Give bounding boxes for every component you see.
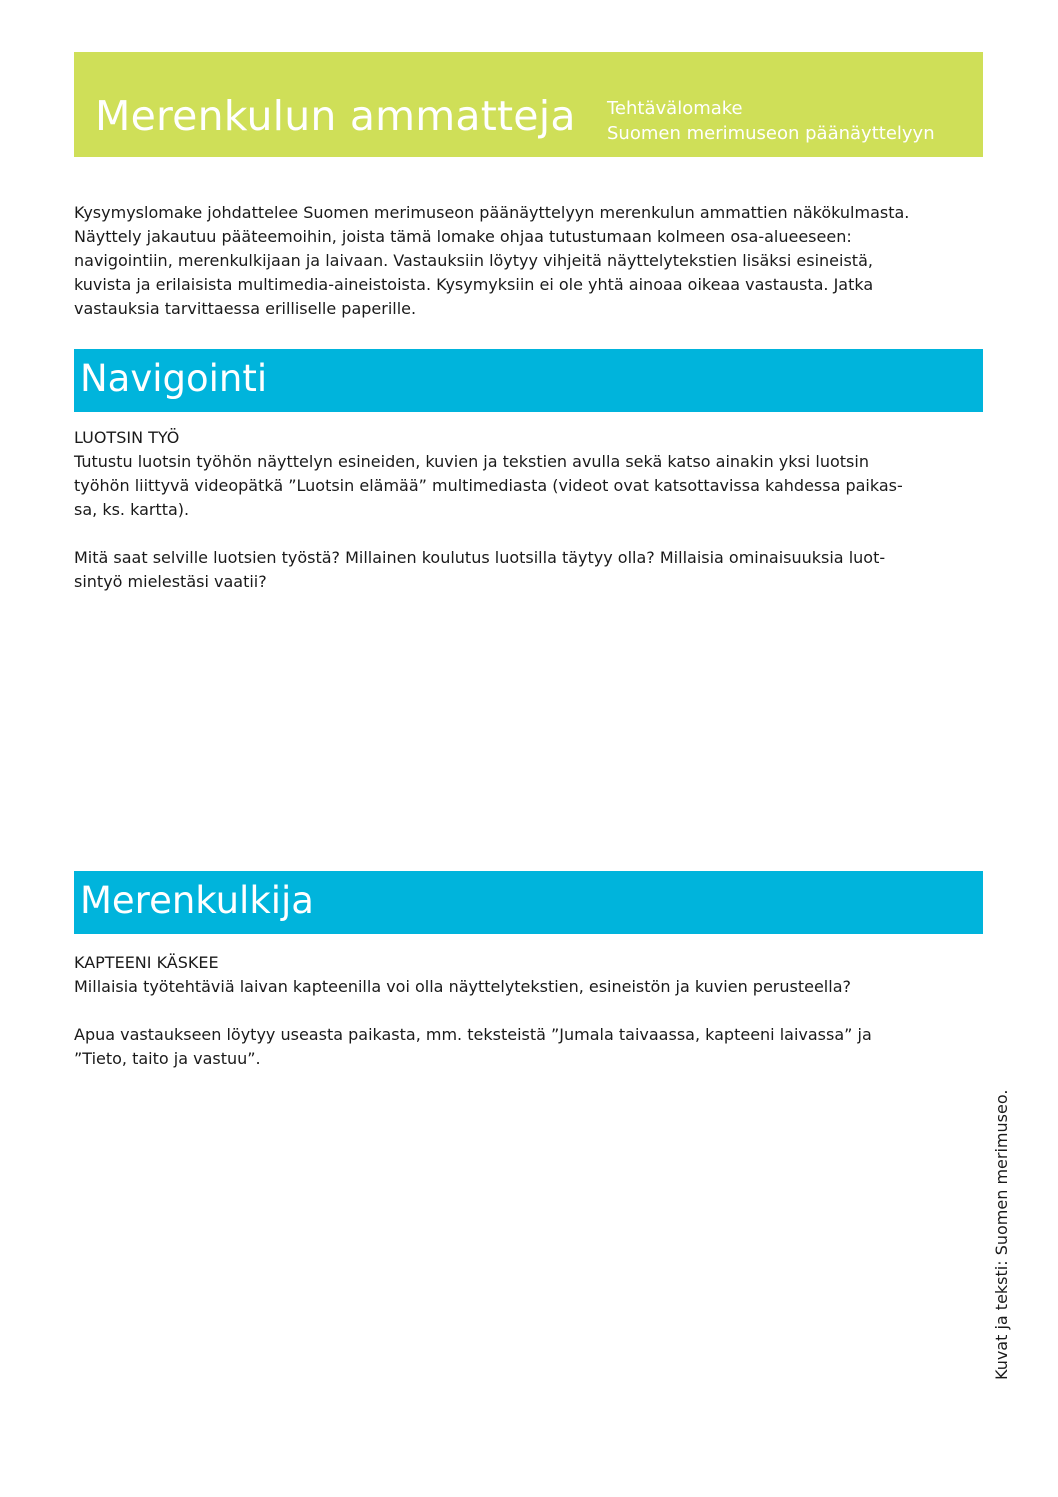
intro-paragraph <box>74 201 994 321</box>
task-title-kapteeni-kaskee: KAPTEENI KÄSKEE <box>74 953 219 972</box>
subtitle-line-1: Tehtävälomake <box>607 98 743 119</box>
hint-line: Apua vastaukseen löytyy useasta paikasta, mm. teksteistä ”Jumala taivaassa, kapteeni laivassa” ja <box>74 1025 872 1044</box>
navigointi-content <box>74 426 994 594</box>
credit-text: Kuvat ja teksti: Suomen merimuseo. <box>992 1089 1011 1380</box>
question-line: Mitä saat selville luotsien työstä? Millainen koulutus luotsilla täytyy olla? Millaisia ominaisuuksia luot- <box>74 548 886 567</box>
page-title: Merenkulun ammatteja <box>95 92 576 140</box>
intro-line: Näyttely jakautuu pääteemoihin, joista tämä lomake ohjaa tutustumaan kolmeen osa-alueeseen: <box>74 227 852 246</box>
spacer <box>74 999 994 1023</box>
spacer <box>74 522 994 546</box>
question-line: sintyö mielestäsi vaatii? <box>74 572 267 591</box>
section-band-merenkulkija <box>74 871 983 934</box>
intro-line: navigointiin, merenkulkijaan ja laivaan. Vastauksiin löytyy vihjeitä näyttelytekstien lisäksi esineistä, <box>74 251 873 270</box>
section-heading-merenkulkija: Merenkulkija <box>80 879 314 922</box>
intro-line: kuvista ja erilaisista multimedia-aineistoista. Kysymyksiin ei ole yhtä ainoaa oikeaa vastausta. Jatka <box>74 275 874 294</box>
section-band-navigointi <box>74 349 983 412</box>
task-line: työhön liittyvä videopätkä ”Luotsin elämää” multimediasta (videot ovat katsottavissa kahdessa paikas- <box>74 476 903 495</box>
hint-line: ”Tieto, taito ja vastuu”. <box>74 1049 261 1068</box>
intro-line: vastauksia tarvittaessa erilliselle paperille. <box>74 299 417 318</box>
task-line: sa, ks. kartta). <box>74 500 190 519</box>
page-subtitle <box>607 96 935 146</box>
task-title-luotsin-tyo: LUOTSIN TYÖ <box>74 428 180 447</box>
merenkulkija-content <box>74 951 994 1071</box>
header-band <box>74 52 983 157</box>
task-line: Tutustu luotsin työhön näyttelyn esineiden, kuvien ja tekstien avulla sekä katso ainakin yksi luotsin <box>74 452 869 471</box>
section-heading-navigointi: Navigointi <box>80 357 268 400</box>
intro-line: Kysymyslomake johdattelee Suomen merimuseon päänäyttelyyn merenkulun ammattien näkökulmasta. <box>74 203 910 222</box>
task-line: Millaisia työtehtäviä laivan kapteenilla voi olla näyttelytekstien, esineistön ja kuvien perusteella? <box>74 977 851 996</box>
subtitle-line-2: Suomen merimuseon päänäyttelyyn <box>607 123 935 144</box>
